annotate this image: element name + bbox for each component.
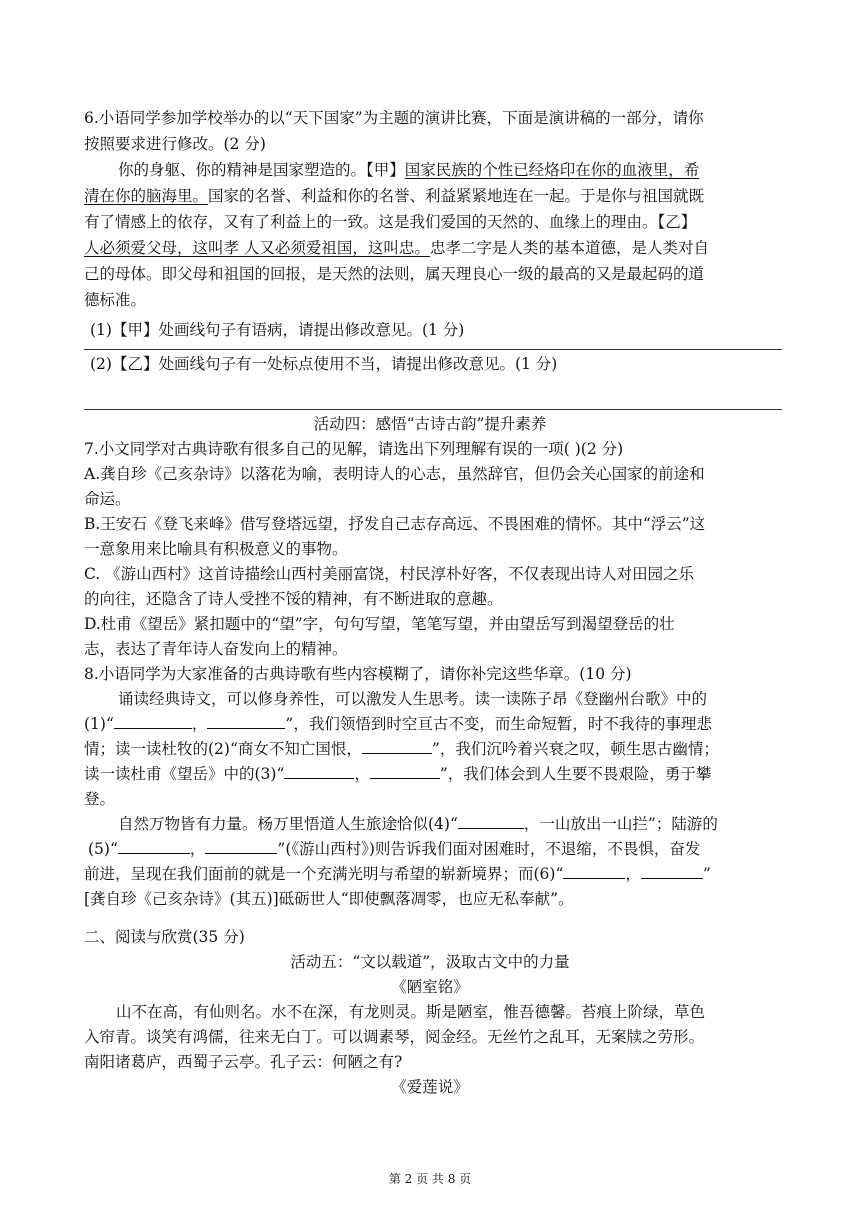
fill-blank-1b[interactable]	[207, 714, 285, 729]
q8-line8: 前进，呈现在我们面前的就是一个充满光明与希望的崭新境界；而(6)“ ， ”	[84, 865, 711, 883]
q6-passage-line5: 己的母体。即父母和祖国的回报，是天然的法则，属天理良心一级的最高的又是最起码的道	[84, 265, 705, 283]
page-footer: 第 2 页 共 8 页	[388, 1172, 472, 1186]
q8-line5: 登。	[84, 790, 116, 808]
q8-line7: (5)“ ， ”(《游山西村》)则告诉我们面对困难时，不退缩，不畏惧，奋发	[88, 840, 701, 858]
q7-option-d-line2: 志，表达了青年诗人奋发向上的精神。	[84, 640, 348, 658]
q8-stem: 8.小语同学为大家准备的古典诗歌有些内容模糊了，请你补完这些华章。(10 分)	[84, 665, 632, 683]
fill-blank-2[interactable]	[362, 739, 432, 754]
q7-option-c-line1: C. 《游山西村》这首诗描绘山西村美丽富饶，村民淳朴好客，不仅表现出诗人对田园之乐	[84, 565, 695, 583]
q6-passage-line3: 有了情感上的依存，又有了利益上的一致。这是我们爱国的天然的、血缘上的理由。【乙】	[84, 213, 697, 231]
loushiming-line1: 山不在高，有仙则名。水不在深，有龙则灵。斯是陋室，惟吾德馨。苔痕上阶绿，草色	[116, 1003, 706, 1021]
q6-passage-line4: 人必须爱父母，这叫孝 人又必须爱祖国，这叫忠。忠孝二字是人类的基本道德，是人类对自	[84, 239, 709, 257]
q7-option-c-line2: 的向往，还隐含了诗人受挫不馁的精神，有不断进取的意趣。	[84, 590, 503, 608]
activity-four-heading: 活动四：感悟“古诗古韵”提升素养	[313, 415, 547, 433]
q7-option-b-line1: B.王安石《登飞来峰》借写登塔远望，抒发自己志存高远、不畏困难的情怀。其中“浮云”这	[84, 515, 706, 533]
q6-stem-line1: 6.小语同学参加学校举办的以“天下国家”为主题的演讲比赛，下面是演讲稿的一部分，请你	[84, 109, 704, 127]
q6-passage-line1: 你的身躯、你的精神是国家塑造的。【甲】国家民族的个性已经烙印在你的血液里，希	[118, 161, 700, 179]
q8-line9: [龚自珍《己亥杂诗》(其五)]砥砺世人“即使飘落凋零，也应无私奉献”。	[84, 890, 574, 908]
answer-line-1[interactable]	[84, 349, 782, 350]
q8-line3: 情；读一读杜牧的(2)“商女不知亡国恨， ”，我们沉吟着兴衰之叹，顿生思古幽情；	[84, 740, 719, 758]
q7-option-a-line1: A.龚自珍《己亥杂诗》以落花为喻，表明诗人的心志，虽然辞官，但仍会关心国家的前途和	[84, 465, 705, 483]
q7-stem: 7.小文同学对古典诗歌有很多自己的见解，请选出下列理解有误的一项( )(2 分)	[84, 440, 624, 458]
fill-blank-4[interactable]	[458, 814, 524, 829]
q8-line2: (1)“ ， ”，我们领悟到时空亘古不变，而生命短暂，时不我待的事理悲	[84, 715, 712, 733]
q7-option-a-line2: 命运。	[84, 490, 131, 508]
loushiming-line3: 南阳诸葛庐，西蜀子云亭。孔子云：何陋之有?	[84, 1053, 403, 1071]
fill-blank-3b[interactable]	[370, 764, 440, 779]
loushiming-line2: 入帘青。谈笑有鸿儒，往来无白丁。可以调素琴，阅金经。无丝竹之乱耳，无案牍之劳形。	[84, 1028, 705, 1046]
q6-subquestion-1: (1)【甲】处画线句子有语病，请提出修改意见。(1 分)	[90, 321, 465, 339]
q8-line1: 诵读经典诗文，可以修身养性，可以激发人生思考。读一读陈子昂《登幽州台歌》中的	[118, 690, 708, 708]
q7-option-b-line2: 一意象用来比喻具有积极意义的事物。	[84, 540, 348, 558]
title-ailianshuo: 《爱莲说》	[391, 1078, 469, 1096]
q8-line6: 自然万物皆有力量。杨万里悟道人生旅途恰似(4)“ ，一山放出一山拦”；陆游的	[118, 815, 718, 833]
q6-subquestion-2: (2)【乙】处画线句子有一处标点使用不当，请提出修改意见。(1 分)	[90, 355, 558, 373]
underlined-sentence-jia-end: 清在你的脑海里。	[84, 187, 209, 205]
section-two-heading: 二、阅读与欣赏(35 分)	[84, 928, 245, 946]
underlined-sentence-yi: 人必须爱父母，这叫孝 人又必须爱祖国，这叫忠。	[84, 239, 430, 257]
q8-line4: 读一读杜甫《望岳》中的(3)“ ， ”，我们体会到人生要不畏艰险，勇于攀	[84, 765, 712, 783]
fill-blank-3a[interactable]	[284, 764, 354, 779]
answer-line-2[interactable]	[84, 409, 782, 410]
title-loushiming: 《陋室铭》	[391, 978, 469, 996]
fill-blank-1a[interactable]	[114, 714, 192, 729]
fill-blank-6a[interactable]	[563, 864, 625, 879]
q6-stem-line2: 按照要求进行修改。(2 分)	[84, 135, 266, 153]
fill-blank-5a[interactable]	[118, 839, 190, 854]
q7-option-d-line1: D.杜甫《望岳》紧扣题中的“望”字，句句写望，笔笔写望，并由望岳写到渴望登岳的壮	[84, 615, 675, 633]
activity-five-heading: 活动五：“文以载道”，汲取古文中的力量	[290, 953, 570, 971]
underlined-sentence-jia: 国家民族的个性已经烙印在你的血液里，希	[404, 161, 700, 179]
fill-blank-6b[interactable]	[641, 864, 703, 879]
fill-blank-5b[interactable]	[205, 839, 277, 854]
q6-passage-line6: 德标准。	[84, 291, 147, 309]
q6-passage-line2: 清在你的脑海里。国家的名誉、利益和你的名誉、利益紧紧地连在一起。于是你与祖国就既	[84, 187, 705, 205]
